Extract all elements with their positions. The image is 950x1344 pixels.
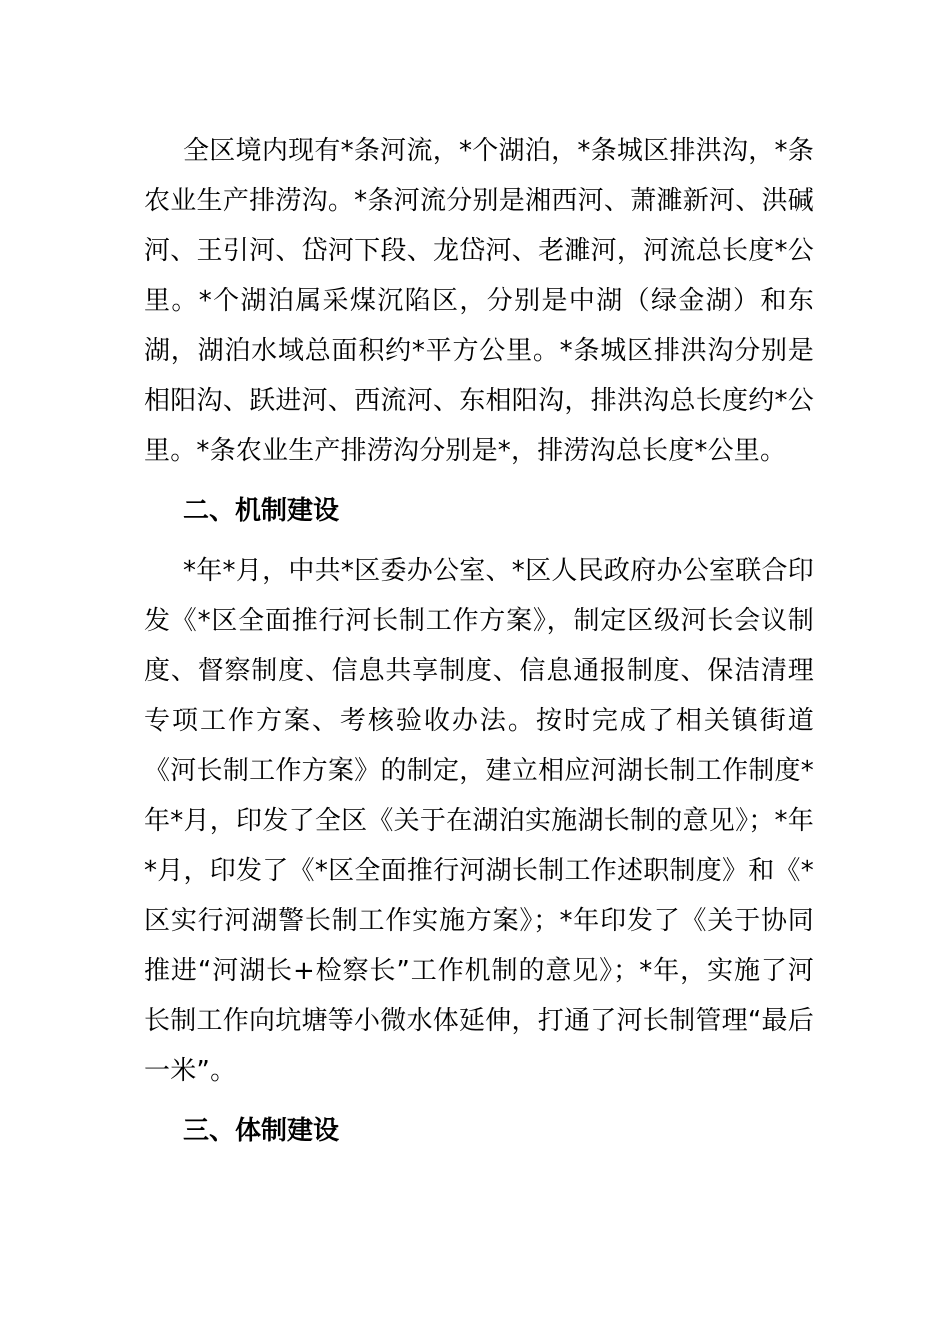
paragraph-mechanism: *年*月，中共*区委办公室、*区人民政府办公室联合印发《*区全面推行河长制工作方案》，制定区级河长会议制度、督察制度、信息共享制度、信息通报制度、保洁清理专项工作方案、考核验收办法。按时完成了相关镇街道《河长制工作方案》的制定，建立相应河湖长制工作制度*年*月，印发了全区《关于在湖泊实施湖长制的意见》；*年*月，印发了《*区全面推行河湖长制工作述职制度》和《*区实行河湖警长制工作实施方案》；*年印发了《关于协同推进“河湖长+检察长”工作机制的意见》；*年，实施了河长制工作向坑塘等小微水体延伸，打通了河长制管理“最后一米”。 <box>144 556 814 1086</box>
paragraph-water-overview: 全区境内现有*条河流，*个湖泊，*条城区排洪沟，*条农业生产排涝沟。*条河流分别是湘西河、萧濉新河、洪碱河、王引河、岱河下段、龙岱河、老濉河，河流总长度*公里。*个湖泊属采煤沉陷区，分别是中湖（绿金湖）和东湖，湖泊水域总面积约*平方公里。*条城区排洪沟分别是相阳沟、跃进河、西流河、东相阳沟，排洪沟总长度约*公里。*条农业生产排涝沟分别是*，排涝沟总长度*公里。 <box>144 136 814 466</box>
section-heading-mechanism: 二、机制建设 <box>183 496 340 526</box>
section-heading-system: 三、体制建设 <box>183 1116 340 1146</box>
document-body <box>144 126 814 1156</box>
